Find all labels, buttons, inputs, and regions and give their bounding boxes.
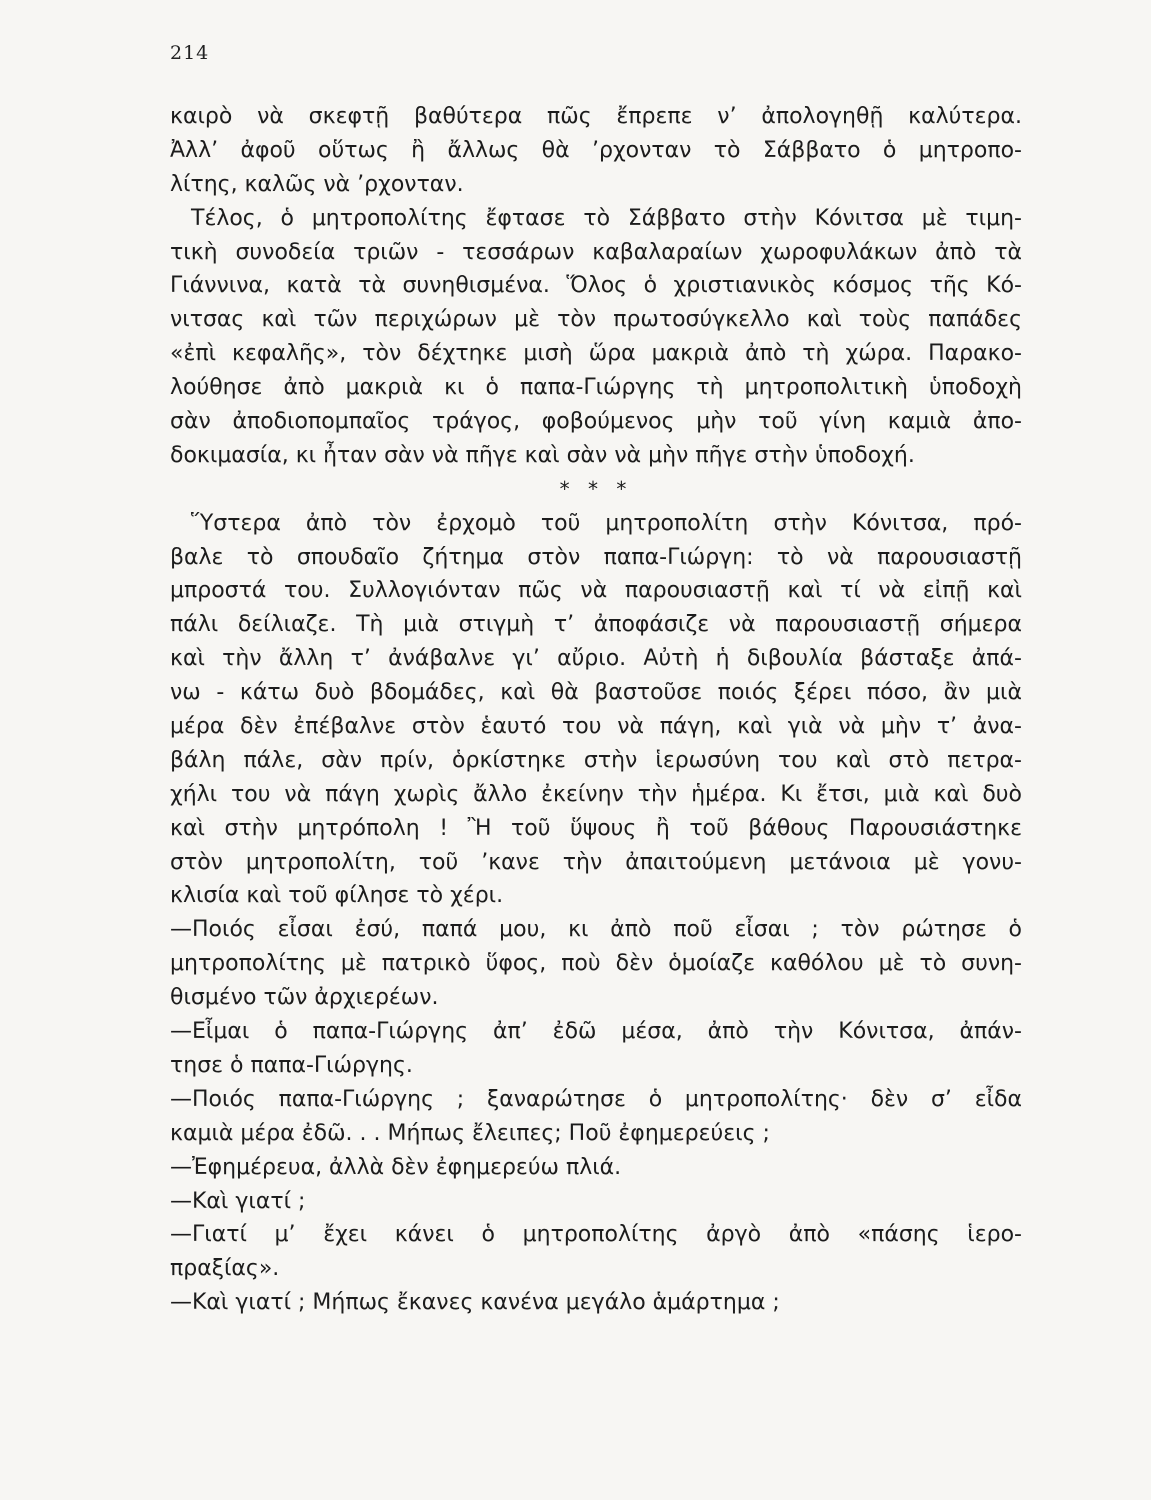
text-line: —Καὶ γιατί ; — [170, 1188, 306, 1214]
text-line: —Ποιός παπα-Γιώργης ; ξαναρώτησε ὁ μητροπολίτης· δὲν σ’ εἶδα — [170, 1086, 1022, 1112]
text-line: πάλι δείλιαζε. Τὴ μιὰ στιγμὴ τ’ ἀποφάσιζε νὰ παρουσιαστῇ σήμερα — [170, 612, 1022, 638]
text-line: πραξίας». — [170, 1256, 280, 1282]
text-line: καὶ τὴν ἄλλη τ’ ἀνάβαλνε γι’ αὔριο. Αὐτὴ ἡ διβουλία βάσταξε ἀπά- — [170, 646, 1022, 672]
page-number: 214 — [170, 42, 210, 64]
text-line: —Καὶ γιατί ; Μήπως ἔκανες κανένα μεγάλο ἁμάρτημα ; — [170, 1290, 780, 1316]
text-line: Τέλος, ὁ μητροπολίτης ἔφτασε τὸ Σάββατο στὴν Κόνιτσα μὲ τιμη- — [191, 205, 1022, 231]
text-line: βαλε τὸ σπουδαῖο ζήτημα στὸν παπα-Γιώργη: τὸ νὰ παρουσιαστῇ — [170, 544, 1022, 570]
text-line: δοκιμασία, κι ἦταν σὰν νὰ πῆγε καὶ σὰν νὰ μὴν πῆγε στὴν ὑποδοχή. — [170, 442, 915, 468]
text-line: καὶ στὴν μητρόπολη ! Ἢ τοῦ ὕψους ἢ τοῦ βάθους Παρουσιάστηκε — [170, 815, 1022, 841]
text-line: Ἀλλ’ ἀφοῦ οὕτως ἢ ἄλλως θὰ ’ρχονταν τὸ Σάββατο ὁ μητροπο- — [170, 137, 1022, 163]
section-separator: * * * — [559, 476, 633, 501]
text-line: νιτσας καὶ τῶν περιχώρων μὲ τὸν πρωτοσύγκελλο καὶ τοὺς παπάδες — [170, 307, 1022, 333]
text-line: σὰν ἀποδιοπομπαῖος τράγος, φοβούμενος μὴν τοῦ γίνη καμιὰ ἀπο- — [170, 409, 1022, 435]
text-line: λίτης, καλῶς νὰ ’ρχονταν. — [170, 171, 464, 197]
body-text — [170, 100, 1022, 1320]
text-line: στὸν μητροπολίτη, τοῦ ’κανε τὴν ἀπαιτούμενη μετάνοια μὲ γονυ- — [170, 849, 1022, 875]
text-line: τικὴ συνοδεία τριῶν - τεσσάρων καβαλαραίων χωροφυλάκων ἀπὸ τὰ — [170, 239, 1022, 265]
text-line: Γιάννινα, κατὰ τὰ συνηθισμένα. Ὅλος ὁ χριστιανικὸς κόσμος τῆς Κό- — [170, 273, 1022, 299]
text-line: —Γιατί μ’ ἔχει κάνει ὁ μητροπολίτης ἀργὸ ἀπὸ «πάσης ἱερο- — [170, 1222, 1022, 1248]
text-line: χήλι του νὰ πάγη χωρὶς ἄλλο ἐκείνην τὴν ἡμέρα. Κι ἔτσι, μιὰ καὶ δυὸ — [170, 781, 1022, 807]
text-line: Ὕστερα ἀπὸ τὸν ἐρχομὸ τοῦ μητροπολίτη στὴν Κόνιτσα, πρό- — [191, 510, 1022, 536]
text-line: τησε ὁ παπα-Γιώργης. — [170, 1052, 413, 1078]
text-line: —Εἶμαι ὁ παπα-Γιώργης ἀπ’ ἐδῶ μέσα, ἀπὸ τὴν Κόνιτσα, ἀπάν- — [170, 1019, 1022, 1045]
text-line: μέρα δὲν ἐπέβαλνε στὸν ἑαυτό του νὰ πάγη, καὶ γιὰ νὰ μὴν τ’ ἀνα- — [170, 714, 1022, 740]
text-line: νω - κάτω δυὸ βδομάδες, καὶ θὰ βαστοῦσε ποιός ξέρει πόσο, ἂν μιὰ — [170, 680, 1022, 706]
text-line: καμιὰ μέρα ἐδῶ. . . Μήπως ἔλειπες; Ποῦ ἐφημερεύεις ; — [170, 1120, 770, 1146]
text-line: μητροπολίτης μὲ πατρικὸ ὕφος, ποὺ δὲν ὁμοίαζε καθόλου μὲ τὸ συνη- — [170, 951, 1022, 977]
text-line: θισμένο τῶν ἀρχιερέων. — [170, 985, 439, 1011]
text-line: «ἐπὶ κεφαλῆς», τὸν δέχτηκε μισὴ ὥρα μακριὰ ἀπὸ τὴ χώρα. Παρακο- — [170, 341, 1022, 367]
text-line: καιρὸ νὰ σκεφτῇ βαθύτερα πῶς ἔπρεπε ν’ ἀπολογηθῇ καλύτερα. — [170, 104, 1022, 129]
text-line: λούθησε ἀπὸ μακριὰ κι ὁ παπα-Γιώργης τὴ μητροπολιτικὴ ὑποδοχὴ — [170, 375, 1022, 401]
text-line: κλισία καὶ τοῦ φίλησε τὸ χέρι. — [170, 883, 504, 909]
text-line: —Ἐφημέρευα, ἀλλὰ δὲν ἐφημερεύω πλιά. — [170, 1154, 622, 1180]
text-line: μπροστά του. Συλλογιόνταν πῶς νὰ παρουσιαστῇ καὶ τί νὰ εἰπῇ καὶ — [170, 578, 1022, 604]
text-line: βάλη πάλε, σὰν πρίν, ὁρκίστηκε στὴν ἱερωσύνη του καὶ στὸ πετρα- — [170, 747, 1022, 773]
text-line: —Ποιός εἶσαι ἐσύ, παπά μου, κι ἀπὸ ποῦ εἶσαι ; τὸν ρώτησε ὁ — [170, 917, 1022, 943]
